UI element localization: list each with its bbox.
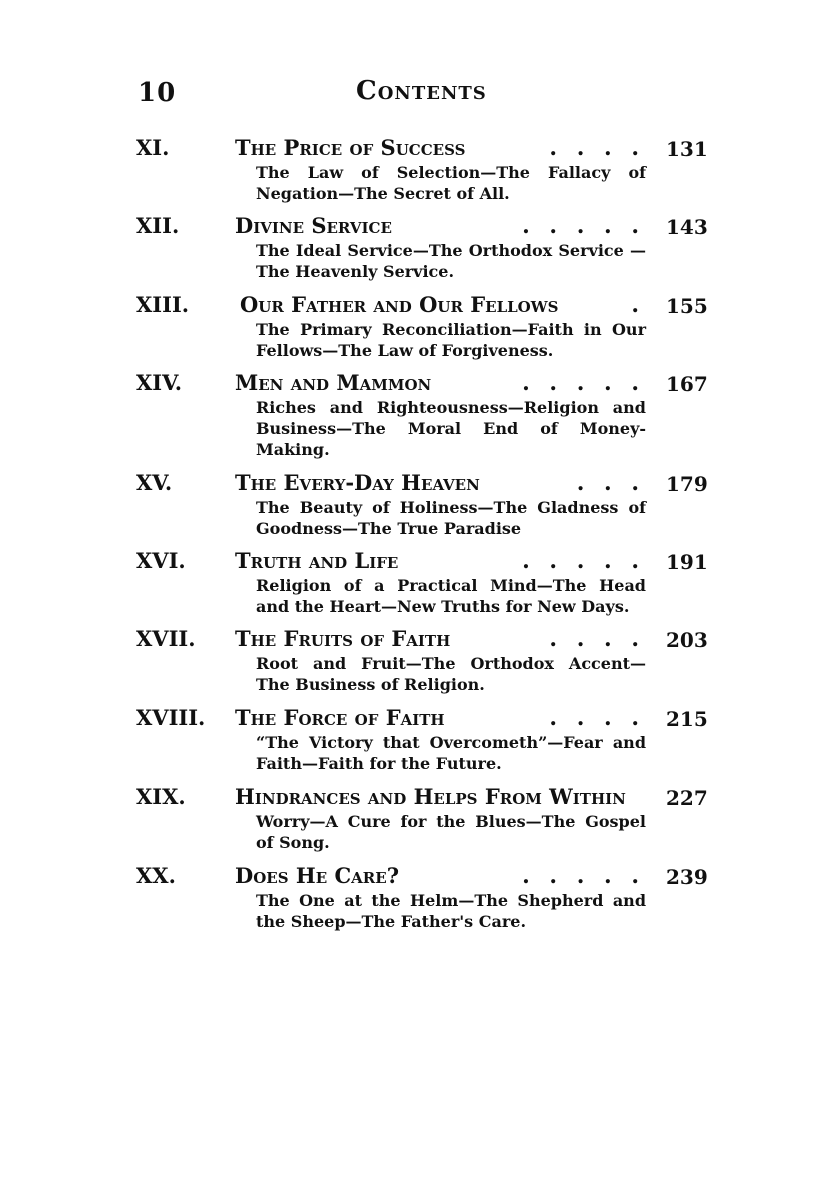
chapter-page: 155 bbox=[666, 294, 708, 318]
chapter-description: The Primary Reconciliation—Faith in Our Fellows—The Law of Forgiveness. bbox=[256, 320, 646, 360]
chapter-description: Root and Fruit—The Orthodox Accent— The Business of Religion. bbox=[256, 654, 646, 694]
leader-dots: . . . . bbox=[549, 705, 645, 731]
chapter-page: 203 bbox=[666, 628, 708, 652]
leader-dots: . . . . . bbox=[522, 370, 645, 396]
leader-dots: . . . . bbox=[549, 135, 645, 161]
chapter-numeral: XVIII. bbox=[136, 705, 206, 730]
chapter-title: Does He Care? bbox=[235, 863, 399, 888]
chapter-title: The Price of Success bbox=[235, 135, 466, 160]
leader-dots: . bbox=[631, 292, 645, 318]
chapter-description: The One at the Helm—The Shepherd and the Sheep—The Father's Care. bbox=[256, 891, 646, 931]
chapter-description: The Ideal Service—The Orthodox Service —The Heavenly Service. bbox=[256, 241, 646, 281]
chapter-page: 227 bbox=[666, 786, 708, 810]
chapter-description: Worry—A Cure for the Blues—The Gospel of Song. bbox=[256, 812, 646, 852]
chapter-description: “The Victory that Overcometh”—Fear and Faith—Faith for the Future. bbox=[256, 733, 646, 773]
chapter-description: Riches and Righteousness—Religion and Business—The Moral End of Money-Making. bbox=[256, 398, 646, 459]
chapter-numeral: XIII. bbox=[136, 292, 190, 317]
chapter-title: Divine Service bbox=[235, 213, 392, 238]
chapter-numeral: XV. bbox=[136, 470, 173, 495]
chapter-numeral: XI. bbox=[136, 135, 170, 160]
chapter-title: The Every-Day Heaven bbox=[235, 470, 480, 495]
leader-dots: . . . bbox=[576, 470, 645, 496]
chapter-numeral: XIV. bbox=[136, 370, 183, 395]
chapter-title: Hindrances and Helps From Within bbox=[235, 784, 626, 809]
chapter-title: The Fruits of Faith bbox=[235, 626, 451, 651]
chapter-numeral: XVII. bbox=[136, 626, 196, 651]
leader-dots: . . . . . bbox=[522, 213, 645, 239]
leader-dots: . . . . bbox=[549, 626, 645, 652]
chapter-numeral: XX. bbox=[136, 863, 176, 888]
chapter-title: Truth and Life bbox=[235, 548, 399, 573]
leader-dots: . . . . . bbox=[522, 548, 645, 574]
chapter-title: The Force of Faith bbox=[235, 705, 445, 730]
page-number: 10 bbox=[138, 78, 177, 108]
chapter-page: 131 bbox=[666, 137, 708, 161]
chapter-title: Men and Mammon bbox=[235, 370, 432, 395]
chapter-description: The Law of Selection—The Fallacy of Negation—The Secret of All. bbox=[256, 163, 646, 203]
chapter-page: 239 bbox=[666, 865, 708, 889]
chapter-page: 215 bbox=[666, 707, 708, 731]
chapter-numeral: XVI. bbox=[136, 548, 186, 573]
chapter-page: 167 bbox=[666, 372, 708, 396]
chapter-page: 191 bbox=[666, 550, 708, 574]
page-title: Contents bbox=[356, 76, 487, 106]
chapter-title: Our Father and Our Fellows bbox=[240, 292, 559, 317]
chapter-description: The Beauty of Holiness—The Gladness of Goodness—The True Paradise bbox=[256, 498, 646, 538]
leader-dots: . . . . . bbox=[522, 863, 645, 889]
chapter-numeral: XII. bbox=[136, 213, 180, 238]
chapter-page: 143 bbox=[666, 215, 708, 239]
chapter-numeral: XIX. bbox=[136, 784, 186, 809]
chapter-description: Religion of a Practical Mind—The Head and the Heart—New Truths for New Days. bbox=[256, 576, 646, 616]
chapter-page: 179 bbox=[666, 472, 708, 496]
